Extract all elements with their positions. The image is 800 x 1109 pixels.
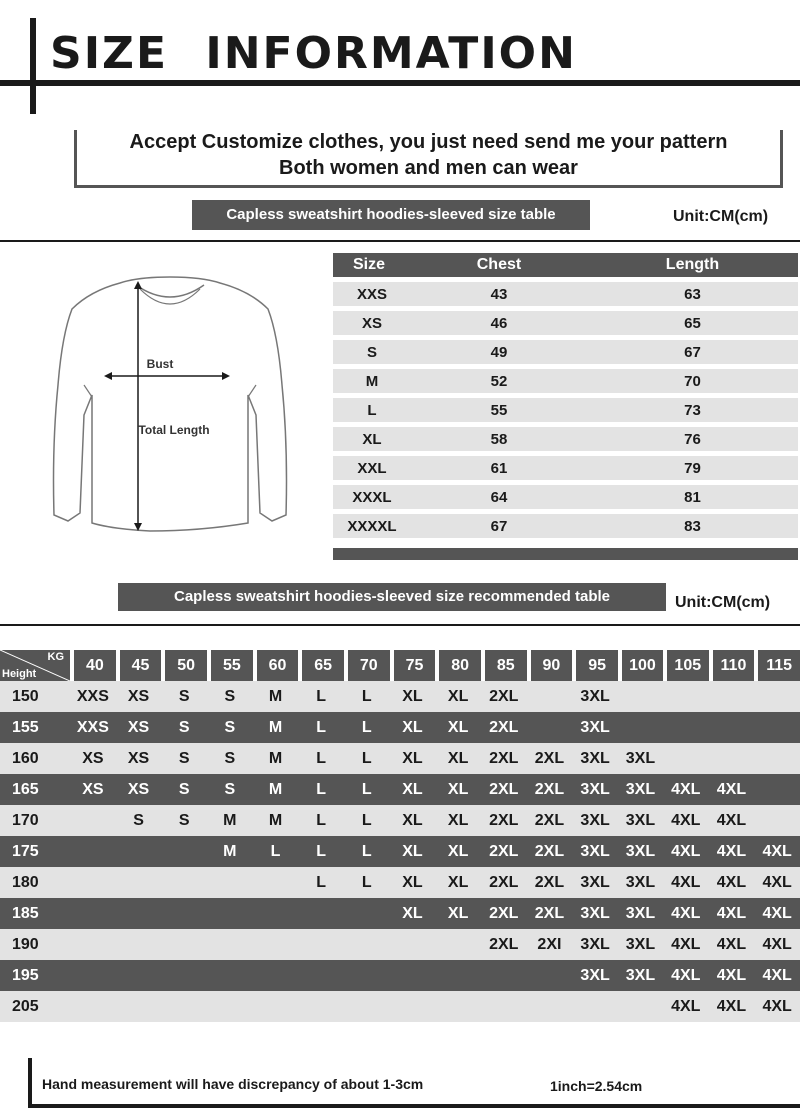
recommended-size-cell xyxy=(298,898,344,929)
recommended-size-cell: XL xyxy=(390,743,436,774)
weight-header: 85 xyxy=(481,650,527,681)
recommended-size-cell xyxy=(253,898,299,929)
chest-cell: 64 xyxy=(411,485,587,509)
recommended-size-cell: 2XL xyxy=(481,805,527,836)
recommended-size-cell: 2XL xyxy=(481,743,527,774)
column-chest: Chest xyxy=(411,253,587,277)
weight-header: 105 xyxy=(663,650,709,681)
recommended-size-cell xyxy=(298,929,344,960)
height-row xyxy=(0,898,800,929)
length-cell: 67 xyxy=(587,340,798,364)
height-cell: 170 xyxy=(0,805,70,836)
weight-header: 60 xyxy=(253,650,299,681)
footer-vertical-bar xyxy=(28,1058,32,1106)
recommended-size-cell xyxy=(527,991,573,1022)
height-cell: 175 xyxy=(0,836,70,867)
recommended-size-cell: L xyxy=(298,774,344,805)
size-cell: XS xyxy=(333,311,411,335)
recommended-size-cell: XS xyxy=(116,743,162,774)
weight-header: 70 xyxy=(344,650,390,681)
height-row xyxy=(0,712,800,743)
bust-label: Bust xyxy=(146,357,174,371)
recommended-size-cell xyxy=(253,929,299,960)
chest-cell: 49 xyxy=(411,340,587,364)
recommended-size-cell: 4XL xyxy=(663,836,709,867)
recommended-size-cell xyxy=(663,712,709,743)
recommended-size-cell: 2XL xyxy=(481,712,527,743)
weight-header: 50 xyxy=(161,650,207,681)
recommended-size-cell xyxy=(253,960,299,991)
recommended-size-cell xyxy=(709,743,755,774)
recommended-size-cell: 4XL xyxy=(709,898,755,929)
recommended-size-cell: M xyxy=(253,712,299,743)
recommended-size-cell xyxy=(253,867,299,898)
recommended-size-cell: L xyxy=(344,774,390,805)
column-size: Size xyxy=(333,253,411,277)
recommended-size-cell: L xyxy=(344,743,390,774)
recommended-size-cell xyxy=(253,991,299,1022)
recommended-size-cell xyxy=(207,960,253,991)
recommended-size-cell: 3XL xyxy=(572,929,618,960)
weight-header: 75 xyxy=(390,650,436,681)
recommended-size-cell: 3XL xyxy=(572,743,618,774)
height-label: Height xyxy=(2,668,37,680)
weight-header: 45 xyxy=(116,650,162,681)
recommended-size-cell: L xyxy=(253,836,299,867)
recommended-size-cell xyxy=(344,960,390,991)
recommended-size-cell: 4XL xyxy=(709,867,755,898)
recommended-size-cell xyxy=(481,960,527,991)
chest-cell: 58 xyxy=(411,427,587,451)
height-cell: 150 xyxy=(0,681,70,712)
recommended-size-cell xyxy=(709,712,755,743)
recommended-size-cell xyxy=(70,898,116,929)
recommended-size-cell: 3XL xyxy=(618,929,663,960)
length-cell: 63 xyxy=(587,282,798,306)
recommended-size-cell: 3XL xyxy=(572,960,618,991)
recommended-size-cell: 2XL xyxy=(527,836,573,867)
recommended-size-cell: 3XL xyxy=(572,681,618,712)
recommended-size-cell: L xyxy=(344,836,390,867)
recommended-size-cell xyxy=(481,991,527,1022)
height-cell: 155 xyxy=(0,712,70,743)
size-table-header xyxy=(333,253,798,277)
height-cell: 160 xyxy=(0,743,70,774)
length-cell: 76 xyxy=(587,427,798,451)
recommended-size-cell: M xyxy=(207,805,253,836)
height-row xyxy=(0,836,800,867)
size-cell: S xyxy=(333,340,411,364)
recommended-size-cell: M xyxy=(253,774,299,805)
recommended-size-cell: 3XL xyxy=(572,774,618,805)
recommended-size-cell xyxy=(618,991,663,1022)
recommended-size-cell: M xyxy=(253,681,299,712)
recommended-size-cell: XL xyxy=(435,743,481,774)
recommended-size-cell: 3XL xyxy=(618,805,663,836)
recommended-size-cell: S xyxy=(161,805,207,836)
recommended-size-cell: XL xyxy=(435,898,481,929)
size-cell: XXL xyxy=(333,456,411,480)
recommended-size-cell: S xyxy=(161,743,207,774)
recommended-size-cell: 3XL xyxy=(572,836,618,867)
measurement-note: Hand measurement will have discrepancy of about 1-3cm xyxy=(42,1076,424,1092)
recommended-size-cell xyxy=(70,836,116,867)
promo-line-2: Both women and men can wear xyxy=(279,157,578,179)
size-row xyxy=(333,456,798,480)
recommended-size-cell xyxy=(161,960,207,991)
recommended-size-cell: 4XL xyxy=(754,960,800,991)
recommended-size-cell: 2XL xyxy=(481,898,527,929)
recommended-size-cell xyxy=(663,743,709,774)
kg-label: KG xyxy=(47,651,65,663)
recommended-size-cell: XL xyxy=(435,805,481,836)
recommended-size-cell: 2XI xyxy=(527,929,573,960)
recommended-size-cell: 4XL xyxy=(754,898,800,929)
recommended-size-cell: L xyxy=(344,867,390,898)
recommended-size-cell: XXS xyxy=(70,681,116,712)
size-cell: XXS xyxy=(333,282,411,306)
recommended-size-cell: 2XL xyxy=(527,743,573,774)
sweatshirt-outline-icon xyxy=(50,275,290,537)
recommended-size-cell: 4XL xyxy=(754,991,800,1022)
recommended-size-cell xyxy=(298,991,344,1022)
recommended-size-cell: XL xyxy=(435,712,481,743)
weight-header: 80 xyxy=(435,650,481,681)
recommended-size-cell xyxy=(754,774,800,805)
recommended-size-cell: 4XL xyxy=(663,805,709,836)
height-cell: 165 xyxy=(0,774,70,805)
size-table xyxy=(333,248,798,543)
weight-header: 65 xyxy=(298,650,344,681)
recommended-size-cell: 3XL xyxy=(572,805,618,836)
height-cell: 205 xyxy=(0,991,70,1022)
length-cell: 65 xyxy=(587,311,798,335)
recommended-size-cell xyxy=(754,743,800,774)
recommended-size-cell xyxy=(298,960,344,991)
recommended-size-cell: M xyxy=(207,836,253,867)
recommended-size-cell xyxy=(754,681,800,712)
size-row xyxy=(333,427,798,451)
promo-line-1: Accept Customize clothes, you just need send me your pattern xyxy=(129,131,728,153)
recommended-size-cell: 3XL xyxy=(572,898,618,929)
size-row xyxy=(333,311,798,335)
recommended-size-cell: 3XL xyxy=(618,743,663,774)
height-row xyxy=(0,774,800,805)
size-row xyxy=(333,398,798,422)
recommended-size-cell: 4XL xyxy=(709,805,755,836)
recommended-size-cell: 4XL xyxy=(663,774,709,805)
height-row xyxy=(0,743,800,774)
recommended-size-cell xyxy=(116,898,162,929)
recommended-size-cell: XL xyxy=(435,681,481,712)
height-cell: 185 xyxy=(0,898,70,929)
recommended-size-cell: 2XL xyxy=(527,867,573,898)
recommended-size-cell xyxy=(618,712,663,743)
size-row xyxy=(333,369,798,393)
recommended-size-cell: XS xyxy=(116,681,162,712)
length-cell: 81 xyxy=(587,485,798,509)
size-cell: M xyxy=(333,369,411,393)
chest-cell: 43 xyxy=(411,282,587,306)
recommended-size-cell: 4XL xyxy=(663,898,709,929)
height-weight-corner xyxy=(0,650,70,681)
inch-conversion: 1inch=2.54cm xyxy=(550,1078,643,1094)
recommended-size-cell xyxy=(390,929,436,960)
footer-horizontal-bar xyxy=(28,1104,800,1108)
recommended-size-cell: XS xyxy=(70,774,116,805)
recommended-size-cell: XL xyxy=(435,836,481,867)
recommended-size-cell: XS xyxy=(70,743,116,774)
recommended-size-cell: L xyxy=(298,743,344,774)
recommended-table-unit: Unit:CM(cm) xyxy=(675,594,771,611)
recommended-size-cell xyxy=(344,898,390,929)
recommended-size-cell: 2XL xyxy=(527,898,573,929)
recommended-size-cell: S xyxy=(207,712,253,743)
recommended-size-cell: L xyxy=(344,805,390,836)
recommended-size-cell xyxy=(161,991,207,1022)
weight-header: 95 xyxy=(572,650,618,681)
recommended-size-cell: 2XL xyxy=(527,774,573,805)
size-cell: L xyxy=(333,398,411,422)
chest-cell: 55 xyxy=(411,398,587,422)
recommended-size-cell: 4XL xyxy=(754,867,800,898)
recommended-size-cell xyxy=(161,867,207,898)
recommended-size-cell xyxy=(207,991,253,1022)
recommended-size-cell xyxy=(435,960,481,991)
recommended-size-cell xyxy=(116,929,162,960)
recommended-size-cell: 3XL xyxy=(618,960,663,991)
recommended-size-cell: XL xyxy=(390,774,436,805)
recommended-size-cell xyxy=(344,991,390,1022)
recommended-size-cell: 4XL xyxy=(754,929,800,960)
recommended-size-cell xyxy=(527,960,573,991)
recommended-size-cell xyxy=(70,960,116,991)
recommended-size-cell xyxy=(70,929,116,960)
weight-header: 110 xyxy=(709,650,755,681)
recommended-size-cell xyxy=(116,836,162,867)
length-cell: 70 xyxy=(587,369,798,393)
weight-header: 40 xyxy=(70,650,116,681)
recommended-size-cell: 3XL xyxy=(618,836,663,867)
recommended-size-cell: M xyxy=(253,805,299,836)
total-length-label: Total Length xyxy=(138,423,210,437)
title-horizontal-bar xyxy=(0,80,800,86)
recommended-size-cell xyxy=(663,681,709,712)
recommended-size-cell xyxy=(70,991,116,1022)
recommended-size-cell xyxy=(754,712,800,743)
recommended-size-cell xyxy=(527,712,573,743)
chest-cell: 46 xyxy=(411,311,587,335)
recommended-size-cell: 4XL xyxy=(754,836,800,867)
height-row xyxy=(0,929,800,960)
size-table-banner: Capless sweatshirt hoodies-sleeved size table xyxy=(192,200,590,230)
recommended-size-cell: XL xyxy=(390,805,436,836)
recommended-size-cell: 4XL xyxy=(709,960,755,991)
height-cell: 195 xyxy=(0,960,70,991)
recommended-size-cell xyxy=(618,681,663,712)
recommended-size-cell: 2XL xyxy=(527,805,573,836)
recommended-size-cell xyxy=(161,929,207,960)
recommended-size-cell: XL xyxy=(390,867,436,898)
recommended-size-table xyxy=(0,650,800,1022)
recommended-size-cell xyxy=(435,929,481,960)
recommended-size-cell: XL xyxy=(390,681,436,712)
chest-cell: 67 xyxy=(411,514,587,538)
height-cell: 180 xyxy=(0,867,70,898)
weight-header: 90 xyxy=(527,650,573,681)
recommended-size-cell: 2XL xyxy=(481,681,527,712)
length-cell: 79 xyxy=(587,456,798,480)
recommended-size-cell: 2XL xyxy=(481,836,527,867)
recommended-size-cell xyxy=(161,836,207,867)
recommended-size-cell: 3XL xyxy=(618,867,663,898)
recommended-size-cell xyxy=(709,681,755,712)
title-vertical-bar xyxy=(30,18,36,114)
recommended-size-cell: S xyxy=(207,774,253,805)
recommended-size-cell xyxy=(116,960,162,991)
recommended-size-cell xyxy=(344,929,390,960)
recommended-size-cell xyxy=(207,867,253,898)
recommended-size-cell xyxy=(207,898,253,929)
recommended-size-cell: 4XL xyxy=(663,960,709,991)
size-row xyxy=(333,485,798,509)
height-row xyxy=(0,681,800,712)
recommended-size-cell: 4XL xyxy=(709,836,755,867)
size-cell: XL xyxy=(333,427,411,451)
recommended-size-cell: XL xyxy=(390,836,436,867)
section-divider xyxy=(0,624,800,626)
size-cell: XXXXL xyxy=(333,514,411,538)
page-title: SIZE INFORMATION xyxy=(50,28,577,79)
recommended-size-cell xyxy=(390,960,436,991)
length-cell: 83 xyxy=(587,514,798,538)
height-cell: 190 xyxy=(0,929,70,960)
recommended-size-cell: XL xyxy=(435,774,481,805)
recommended-size-cell: XS xyxy=(116,774,162,805)
recommended-size-cell: 4XL xyxy=(663,929,709,960)
recommended-size-cell xyxy=(527,681,573,712)
recommended-size-cell xyxy=(390,991,436,1022)
recommended-size-cell: S xyxy=(161,712,207,743)
chest-cell: 52 xyxy=(411,369,587,393)
recommended-size-cell: L xyxy=(298,867,344,898)
size-row xyxy=(333,340,798,364)
recommended-size-cell: L xyxy=(298,836,344,867)
size-table-footer-bar xyxy=(333,548,798,560)
height-row xyxy=(0,991,800,1022)
recommended-size-cell xyxy=(70,867,116,898)
recommended-size-cell xyxy=(207,929,253,960)
height-row xyxy=(0,805,800,836)
section-divider xyxy=(0,240,800,242)
recommended-size-cell: 4XL xyxy=(709,929,755,960)
recommended-size-cell: S xyxy=(161,774,207,805)
chest-cell: 61 xyxy=(411,456,587,480)
recommended-size-cell: 4XL xyxy=(709,774,755,805)
weight-header-row xyxy=(0,650,800,681)
recommended-size-cell xyxy=(435,991,481,1022)
recommended-size-cell: 3XL xyxy=(572,712,618,743)
weight-header: 115 xyxy=(754,650,800,681)
weight-header: 55 xyxy=(207,650,253,681)
recommended-size-cell: XXS xyxy=(70,712,116,743)
length-cell: 73 xyxy=(587,398,798,422)
weight-header: 100 xyxy=(618,650,663,681)
recommended-size-cell: S xyxy=(207,681,253,712)
recommended-size-cell: 4XL xyxy=(663,867,709,898)
recommended-size-cell xyxy=(70,805,116,836)
recommended-size-cell: XL xyxy=(390,898,436,929)
recommended-size-cell: 3XL xyxy=(618,898,663,929)
recommended-size-cell: S xyxy=(207,743,253,774)
size-row xyxy=(333,282,798,306)
recommended-size-cell: S xyxy=(116,805,162,836)
column-length: Length xyxy=(587,253,798,277)
recommended-size-cell: L xyxy=(298,681,344,712)
recommended-size-cell: L xyxy=(344,681,390,712)
recommended-size-cell: S xyxy=(161,681,207,712)
size-cell: XXXL xyxy=(333,485,411,509)
height-row xyxy=(0,960,800,991)
recommended-size-cell: XL xyxy=(390,712,436,743)
size-table-unit: Unit:CM(cm) xyxy=(673,208,769,225)
recommended-size-cell: 2XL xyxy=(481,867,527,898)
size-row xyxy=(333,514,798,538)
recommended-size-cell: 3XL xyxy=(572,867,618,898)
recommended-size-cell: L xyxy=(298,805,344,836)
recommended-size-cell: 4XL xyxy=(709,991,755,1022)
recommended-table-banner: Capless sweatshirt hoodies-sleeved size recommended table xyxy=(118,583,666,611)
recommended-size-cell: 4XL xyxy=(663,991,709,1022)
recommended-size-cell xyxy=(161,898,207,929)
recommended-size-cell: XL xyxy=(435,867,481,898)
recommended-size-cell xyxy=(754,805,800,836)
recommended-size-cell xyxy=(572,991,618,1022)
recommended-size-cell: L xyxy=(344,712,390,743)
recommended-size-cell xyxy=(116,991,162,1022)
recommended-size-cell: 2XL xyxy=(481,774,527,805)
recommended-size-cell xyxy=(116,867,162,898)
recommended-size-cell: M xyxy=(253,743,299,774)
recommended-size-cell: 3XL xyxy=(618,774,663,805)
height-row xyxy=(0,867,800,898)
recommended-size-cell: 2XL xyxy=(481,929,527,960)
recommended-size-cell: XS xyxy=(116,712,162,743)
recommended-size-cell: L xyxy=(298,712,344,743)
